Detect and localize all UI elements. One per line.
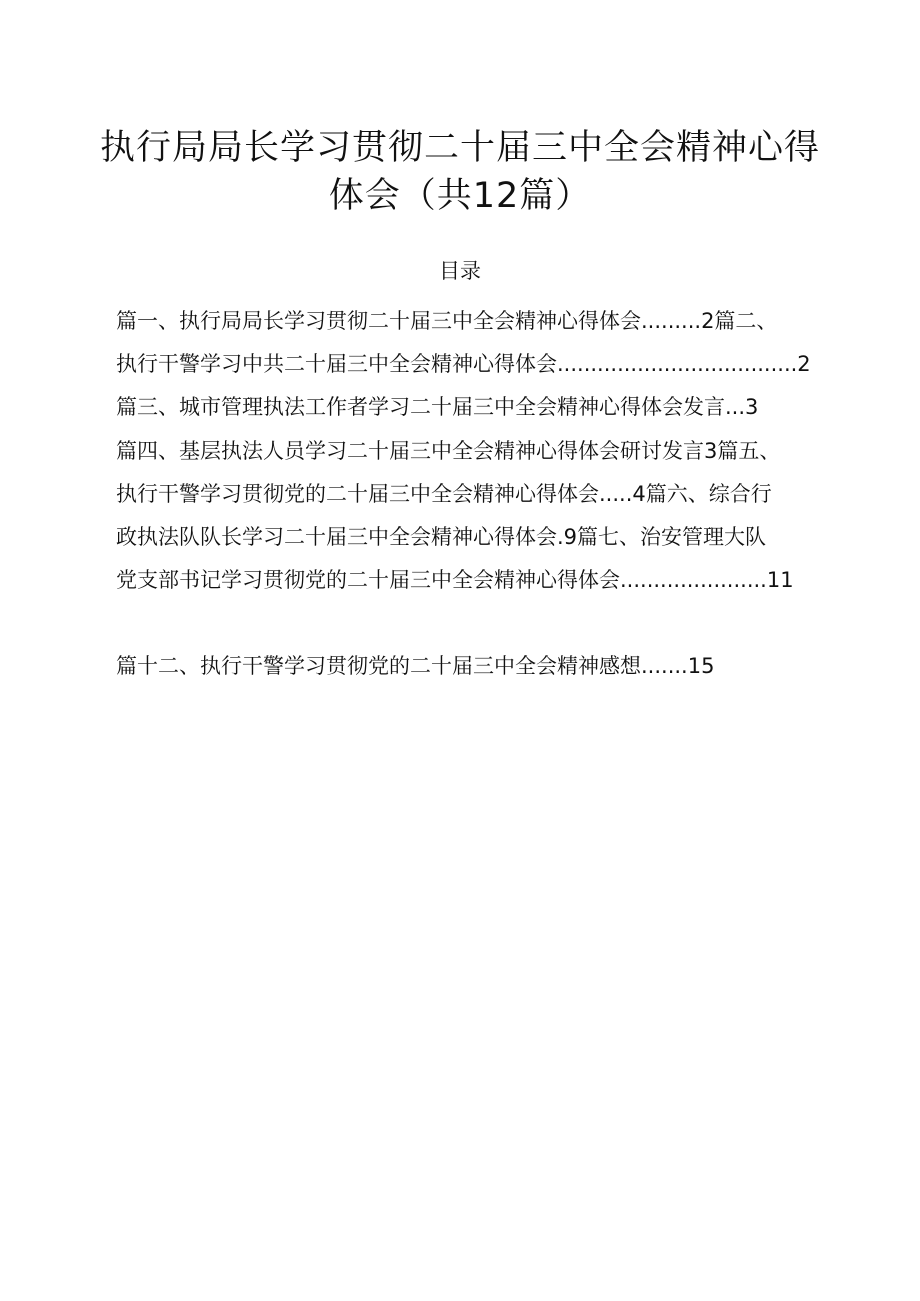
toc-entry[interactable]: 执行干警学习中共二十届三中全会精神心得体会....................................2 (116, 352, 811, 376)
toc-entry[interactable]: 篇四、基层执法人员学习二十届三中全会精神心得体会研讨发言3篇五、 (116, 439, 781, 463)
toc-heading: 目录 (439, 259, 481, 283)
toc-entry[interactable]: 执行干警学习贯彻党的二十届三中全会精神心得体会.....4篇六、综合行 (116, 482, 772, 506)
toc-entry[interactable]: 政执法队队长学习二十届三中全会精神心得体会.9篇七、治安管理大队 (116, 525, 767, 549)
toc-entry[interactable]: 篇十二、执行干警学习贯彻党的二十届三中全会精神感想.......15 (116, 654, 715, 678)
document-title-line-2: 体会（共12篇） (328, 176, 592, 216)
toc-entry[interactable]: 篇三、城市管理执法工作者学习二十届三中全会精神心得体会发言...3 (116, 395, 759, 419)
toc-entry[interactable]: 党支部书记学习贯彻党的二十届三中全会精神心得体会......................11 (116, 568, 794, 592)
document-title-line-1: 执行局局长学习贯彻二十届三中全会精神心得 (99, 128, 820, 168)
toc-entry[interactable]: 篇一、执行局局长学习贯彻二十届三中全会精神心得体会.........2篇二、 (116, 309, 778, 333)
